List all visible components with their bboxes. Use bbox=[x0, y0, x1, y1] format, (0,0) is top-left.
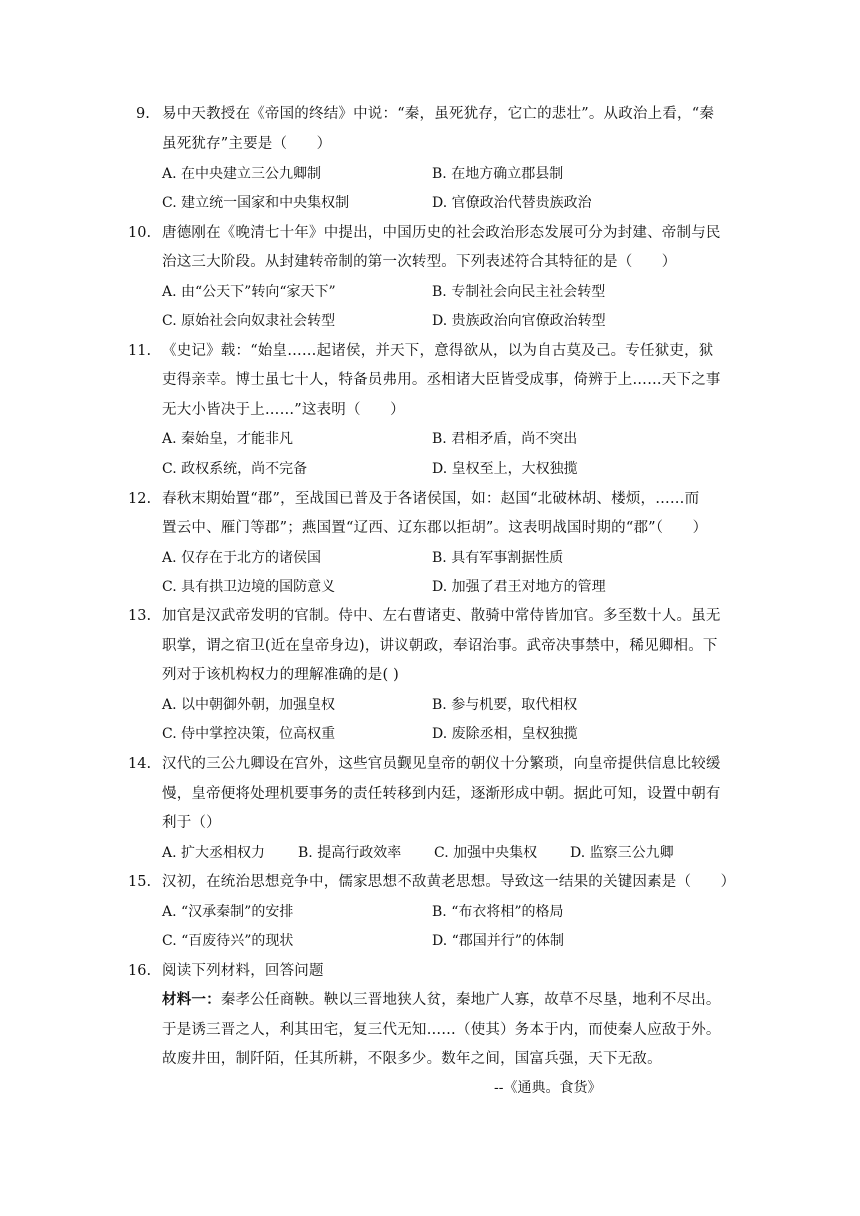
material-source: --《通典。食货》 bbox=[494, 1080, 602, 1096]
question-12-option-a: A. 仅存在于北方的诸侯国 bbox=[162, 550, 322, 566]
question-9-number: 9. bbox=[136, 106, 150, 122]
question-14-line-3: 利于（） bbox=[162, 815, 221, 831]
question-13-option-a: A. 以中朝御外朝，加强皇权 bbox=[162, 697, 336, 713]
material-line-1 bbox=[162, 990, 721, 1010]
material-text-1: 秦孝公任商鞅。鞅以三晋地狭人贫，秦地广人寡，故草不尽垦，地利不尽出。 bbox=[220, 992, 721, 1008]
question-14-option-c: C. 加强中央集权 bbox=[434, 845, 538, 861]
question-15-line-1: 汉初，在统治思想竞争中，儒家思想不敌黄老思想。导致这一结果的关键因素是（ ） bbox=[162, 874, 736, 890]
question-9-option-b: B. 在地方确立郡县制 bbox=[432, 166, 564, 182]
question-10-line-1: 唐德刚在《晚清七十年》中提出，中国历史的社会政治形态发展可分为封建、帝制与民 bbox=[162, 225, 721, 241]
question-13-option-b: B. 参与机要，取代相权 bbox=[432, 697, 578, 713]
question-10-option-c: C. 原始社会向奴隶社会转型 bbox=[162, 313, 336, 329]
question-12-line-2: 置云中、雁门等郡”；燕国置“辽西、辽东郡以拒胡”。这表明战国时期的“郡”（ ） bbox=[162, 520, 708, 536]
question-10-option-b: B. 专制社会向民主社会转型 bbox=[432, 284, 606, 300]
question-10-option-d: D. 贵族政治向官僚政治转型 bbox=[432, 313, 606, 329]
question-12-option-d: D. 加强了君王对地方的管理 bbox=[432, 579, 606, 595]
question-15-number: 15. bbox=[128, 874, 152, 890]
question-14-line-2: 慢，皇帝便将处理机要事务的责任转移到内廷，逐渐形成中朝。据此可知，设置中朝有 bbox=[162, 786, 721, 802]
question-15-option-a: A. “汉承秦制”的安排 bbox=[162, 904, 294, 920]
question-13-option-c: C. 侍中掌控决策，位高权重 bbox=[162, 726, 336, 742]
question-15-option-c: C. “百废待兴”的现状 bbox=[162, 933, 294, 949]
material-line-2: 于是诱三晋之人，利其田宅，复三代无知……（使其）务本于内，而使秦人应敌于外。 bbox=[162, 1022, 721, 1038]
question-11-number: 11. bbox=[128, 343, 152, 359]
question-10-line-2: 治这三大阶段。从封建转帝制的第一次转型。下列表述符合其特征的是（ ） bbox=[162, 254, 677, 270]
question-16-line-1: 阅读下列材料，回答问题 bbox=[162, 963, 324, 979]
question-9-line-2: 虽死犹存”主要是（ ） bbox=[162, 136, 332, 152]
question-14-option-b: B. 提高行政效率 bbox=[298, 845, 402, 861]
question-9-line-1: 易中天教授在《帝国的终结》中说：“秦，虽死犹存，它亡的悲壮”。从政治上看，“秦 bbox=[162, 106, 715, 122]
question-14-option-a: A. 扩大丞相权力 bbox=[162, 845, 266, 861]
question-11-option-c: C. 政权系统，尚不完备 bbox=[162, 461, 308, 477]
question-13-line-3: 列对于该机构权力的理解准确的是( ) bbox=[162, 667, 400, 683]
question-11-option-d: D. 皇权至上，大权独揽 bbox=[432, 461, 578, 477]
material-label: 材料一： bbox=[162, 991, 221, 1008]
question-11-option-a: A. 秦始皇，才能非凡 bbox=[162, 431, 294, 447]
question-9-option-d: D. 官僚政治代替贵族政治 bbox=[432, 195, 592, 211]
question-9-option-c: C. 建立统一国家和中央集权制 bbox=[162, 195, 350, 211]
question-15-option-b: B. “布衣将相”的格局 bbox=[432, 904, 564, 920]
question-13-option-d: D. 废除丞相，皇权独揽 bbox=[432, 726, 578, 742]
question-13-line-1: 加官是汉武帝发明的官制。侍中、左右曹诸吏、散骑中常侍皆加官。多至数十人。虽无 bbox=[162, 608, 721, 624]
question-14-number: 14. bbox=[128, 756, 152, 772]
question-15-option-d: D. “郡国并行”的体制 bbox=[432, 933, 564, 949]
question-11-line-1: 《史记》载：“始皇……起诸侯，并天下，意得欲从，以为自古莫及己。专任狱吏，狱 bbox=[162, 343, 714, 359]
question-14-line-1: 汉代的三公九卿设在宫外，这些官员觐见皇帝的朝仪十分繁琐，向皇帝提供信息比较缓 bbox=[162, 756, 721, 772]
question-16-number: 16. bbox=[128, 963, 152, 979]
question-13-number: 13. bbox=[128, 608, 152, 624]
material-line-3: 故废井田，制阡陌，任其所耕，不限多少。数年之间，国富兵强，天下无敌。 bbox=[162, 1051, 662, 1067]
question-12-option-b: B. 具有军事割据性质 bbox=[432, 550, 564, 566]
question-13-line-2: 职掌，谓之宿卫(近在皇帝身边)，讲议朝政，奉诏治事。武帝决事禁中，稀见卿相。下 bbox=[162, 638, 718, 654]
question-11-line-2: 吏得亲幸。博士虽七十人，特备员弗用。丞相诸大臣皆受成事，倚辨于上……天下之事 bbox=[162, 372, 721, 388]
question-12-number: 12. bbox=[128, 491, 152, 507]
question-12-option-c: C. 具有拱卫边境的国防意义 bbox=[162, 579, 336, 595]
question-10-option-a: A. 由“公天下”转向“家天下” bbox=[162, 284, 336, 300]
question-11-line-3: 无大小皆决于上……”这表明（ ） bbox=[162, 402, 405, 418]
question-9-option-a: A. 在中央建立三公九卿制 bbox=[162, 166, 322, 182]
question-12-line-1: 春秋末期始置“郡”，至战国已普及于各诸侯国，如：赵国“北破林胡、楼烦，……而 bbox=[162, 491, 700, 507]
question-11-option-b: B. 君相矛盾，尚不突出 bbox=[432, 431, 578, 447]
question-10-number: 10. bbox=[128, 225, 152, 241]
question-14-option-d: D. 监察三公九卿 bbox=[570, 845, 674, 861]
